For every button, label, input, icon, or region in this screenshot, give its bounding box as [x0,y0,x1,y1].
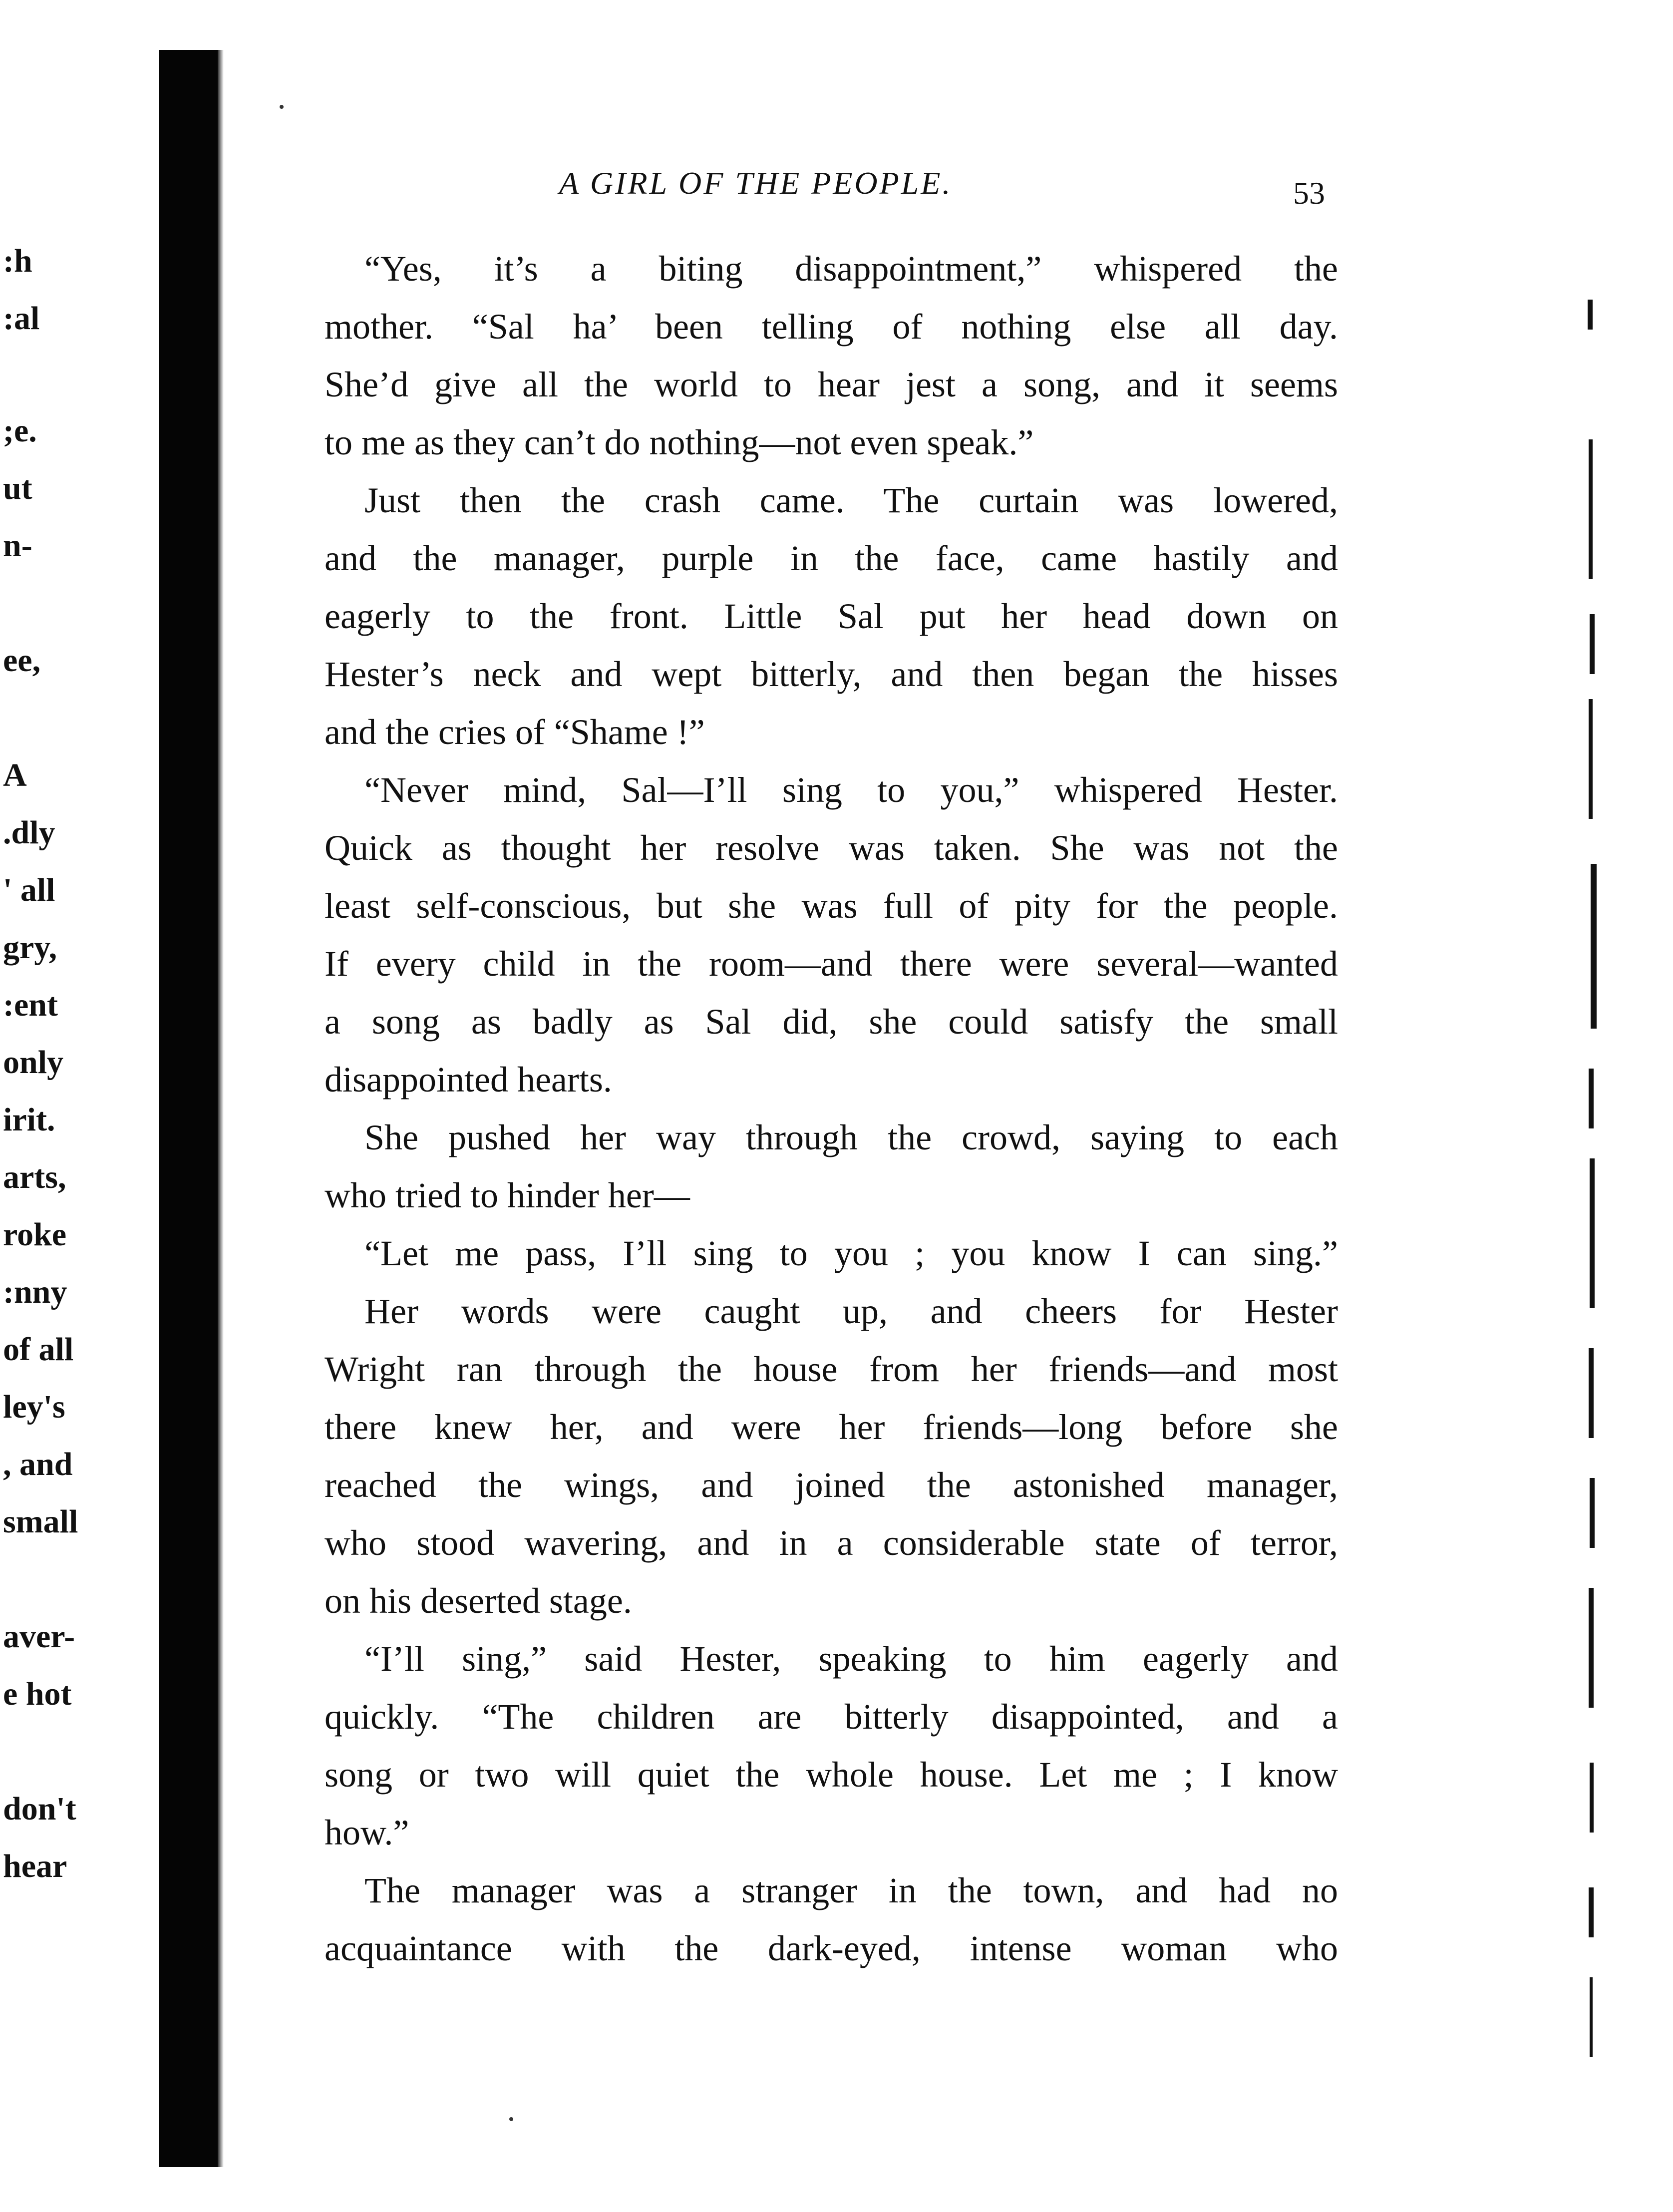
edge-mark [1590,1158,1595,1308]
text-line: If every child in the room—and there were several—wanted [325,944,1338,984]
edge-mark [1589,699,1593,819]
fragment-line: .dly [3,814,55,851]
text-line: The manager was a stranger in the town, and had no [364,1870,1338,1910]
body-text [325,240,1338,1977]
fragment-line: hear [3,1848,67,1884]
fragment-line: small [3,1503,78,1540]
fragment-line: ut [3,470,32,506]
text-line: who stood wavering, and in a considerable state of terror, [325,1523,1338,1563]
fragment-line: roke [3,1216,67,1253]
stray-speck [509,2117,513,2121]
text-line: Wright ran through the house from her friends—and most [325,1349,1338,1389]
text-line: disappointed hearts. [325,1060,612,1100]
fragment-line: :h [3,243,32,279]
edge-mark [1589,1348,1594,1438]
fragment-line: only [3,1044,64,1081]
edge-mark [1590,1478,1595,1548]
edge-mark [1591,864,1597,1029]
fragment-line: aver- [3,1618,75,1655]
text-line: Her words were caught up, and cheers for Hester [364,1291,1338,1331]
facing-page-fragment [0,0,150,2212]
edge-mark [1590,614,1595,674]
fragment-line: :al [3,300,40,337]
text-line: She pushed her way through the crowd, saying to each [364,1117,1338,1157]
fragment-line: don't [3,1791,76,1827]
text-line: quickly. “The children are bitterly disappointed, and a [325,1697,1338,1737]
text-line: eagerly to the front. Little Sal put her head down on [325,596,1338,636]
text-line: mother. “Sal ha’ been telling of nothing else all day. [325,307,1338,347]
edge-mark [1590,1763,1594,1833]
text-line: song or two will quiet the whole house. Let me ; I know [325,1755,1338,1795]
edge-mark [1589,439,1593,579]
text-line: Just then the crash came. The curtain was lowered, [364,480,1338,520]
fragment-line: e hot [3,1676,72,1712]
page-number: 53 [1293,175,1325,211]
text-line: on his deserted stage. [325,1581,632,1621]
fragment-line: A [3,757,27,793]
fragment-line: gry, [3,929,57,966]
text-line: She’d give all the world to hear jest a song, and it seems [325,365,1338,404]
fragment-line: :nny [3,1274,67,1310]
right-page-edge-noise [1583,40,1628,2137]
fragment-line: irit. [3,1102,55,1138]
text-line: there knew her, and were her friends—long before she [325,1407,1338,1447]
edge-mark [1589,1887,1594,1937]
text-line: a song as badly as Sal did, she could satisfy the small [325,1002,1338,1042]
edge-mark [1590,1977,1593,2057]
text-line: least self-conscious, but she was full of pity for the people. [325,886,1338,926]
text-line: “Yes, it’s a biting disappointment,” whispered the [364,249,1338,289]
text-line: “Never mind, Sal—I’ll sing to you,” whispered Hester. [364,770,1338,810]
text-line: Hester’s neck and wept bitterly, and then began the hisses [325,654,1338,694]
fragment-line: , and [3,1446,73,1482]
fragment-line: arts, [3,1159,66,1195]
edge-mark [1589,1588,1594,1708]
text-line: how.” [325,1813,409,1852]
text-line: and the manager, purple in the face, came hastily and [325,538,1338,578]
fragment-line: ;e. [3,412,37,449]
edge-mark [1588,300,1593,330]
fragment-line: of all [3,1331,74,1368]
edge-mark [1589,1069,1594,1128]
stray-speck [280,105,284,109]
fragment-line: ' all [3,872,55,908]
fragment-line: n- [3,527,32,564]
fragment-line: :ent [3,987,58,1023]
text-line: to me as they can’t do nothing—not even speak.” [325,422,1034,462]
gutter-edge-gradient [218,50,224,2167]
fragment-line: ley's [3,1389,65,1425]
text-line: “Let me pass, I’ll sing to you ; you know I can sing.” [364,1233,1338,1273]
fragment-line: ee, [3,642,41,679]
binding-gutter-shadow [159,50,218,2167]
text-line: Quick as thought her resolve was taken. She was not the [325,828,1338,868]
text-line: reached the wings, and joined the astonished manager, [325,1465,1338,1505]
running-head-title: A GIRL OF THE PEOPLE. [559,165,953,201]
text-line: acquaintance with the dark-eyed, intense woman who [325,1928,1338,1968]
text-line: “I’ll sing,” said Hester, speaking to him eagerly and [364,1639,1338,1679]
text-line: who tried to hinder her— [325,1175,690,1215]
text-line: and the cries of “Shame !” [325,712,705,752]
